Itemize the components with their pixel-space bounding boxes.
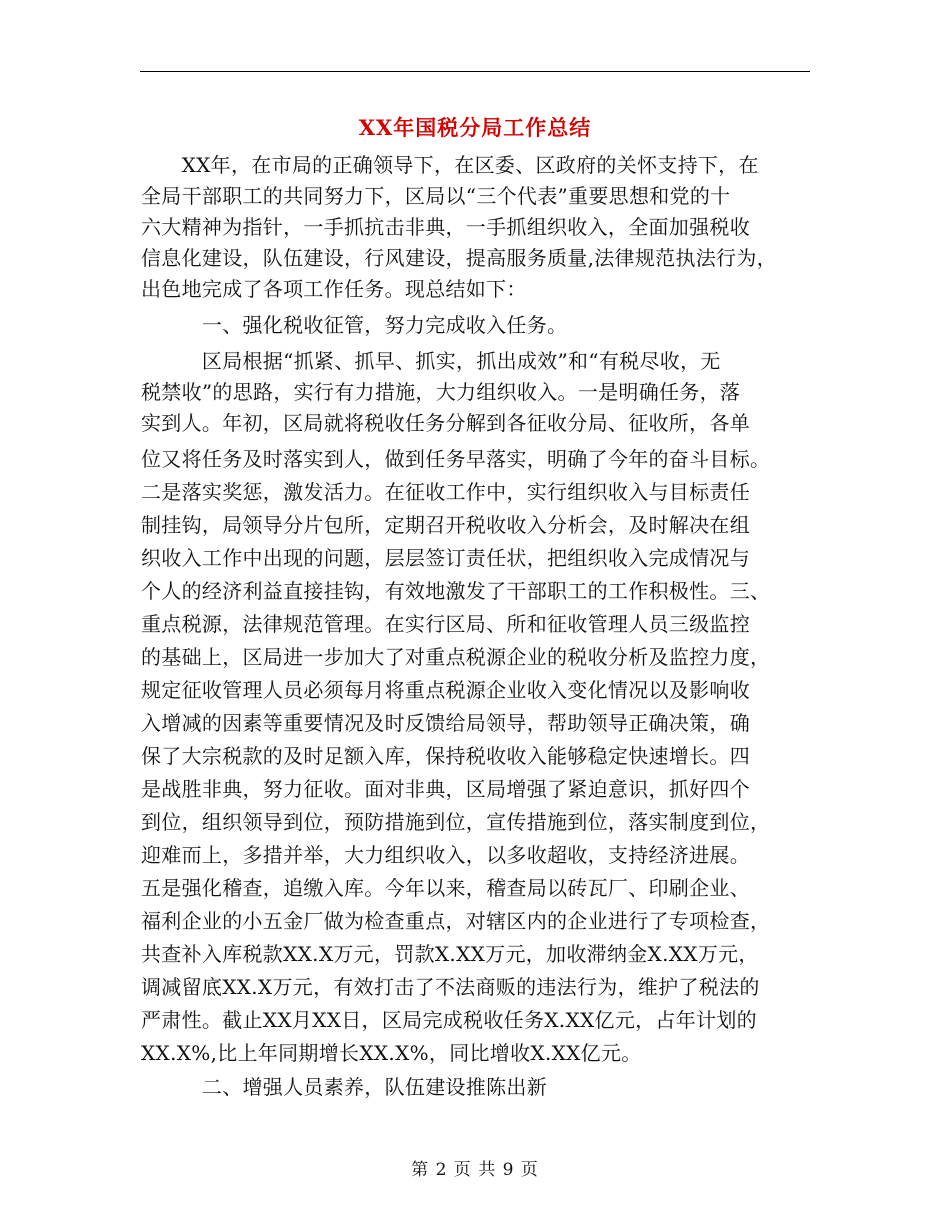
body-line: 严肃性。截止XX月XX日，区局完成税收任务X.XX亿元，占年计划的 xyxy=(141,1008,757,1032)
body-line: 共查补入库税款XX.X万元，罚款X.XX万元，加收滞纳金X.XX万元， xyxy=(141,942,759,966)
body-line: 迎难而上，多措并举，大力组织收入，以多收超收，支持经济进展。 xyxy=(141,843,750,867)
body-line: 制挂钩，局领导分片包所，定期召开税收收入分析会，及时解决在组 xyxy=(141,513,750,537)
body-line: 织收入工作中出现的问题，层层签订责任状，把组织收入完成情况与 xyxy=(141,546,750,570)
body-line: 的基础上，区局进一步加大了对重点税源企业的税收分析及监控力度， xyxy=(141,645,771,669)
document-title: XX年国税分局工作总结 xyxy=(358,115,592,140)
body-line: 实到人。年初，区局就将税收任务分解到各征收分局、征收所，各单 xyxy=(141,411,750,435)
body-line: 六大精神为指针，一手抓抗击非典，一手抓组织收入，全面加强税收 xyxy=(141,215,750,239)
header-rule xyxy=(140,71,810,72)
body-line: 信息化建设，队伍建设，行风建设，提高服务质量,法律规范执法行为， xyxy=(141,246,777,270)
body-line: 位又将任务及时落实到人，做到任务早落实，明确了今年的奋斗目标。 xyxy=(141,447,771,471)
body-line: 入增减的因素等重要情况及时反馈给局领导，帮助领导正确决策，确 xyxy=(141,711,750,735)
body-line: 到位，组织领导到位，预防措施到位，宣传措施到位，落实制度到位， xyxy=(141,810,771,834)
body-line: 规定征收管理人员必须每月将重点税源企业收入变化情况以及影响收 xyxy=(141,678,750,702)
body-line: 全局干部职工的共同努力下，区局以“三个代表”重要思想和党的十 xyxy=(141,184,731,208)
section-heading: 二、增强人员素养，队伍建设推陈出新 xyxy=(141,1075,547,1099)
body-line: 福利企业的小五金厂做为检查重点，对辖区内的企业进行了专项检查， xyxy=(141,909,771,933)
body-line: 保了大宗税款的及时足额入库，保持税收收入能够稳定快速增长。四 xyxy=(141,744,750,768)
body-line: 是战胜非典，努力征收。面对非典，区局增强了紧迫意识，抓好四个 xyxy=(141,777,750,801)
body-line: 调减留底XX.X万元，有效打击了不法商贩的违法行为，维护了税法的 xyxy=(141,975,760,999)
body-line: 二是落实奖惩，激发活力。在征收工作中，实行组织收入与目标责任 xyxy=(141,480,750,504)
body-line: 出色地完成了各项工作任务。现总结如下： xyxy=(141,277,527,301)
body-line: 税禁收”的思路，实行有力措施，大力组织收入。一是明确任务，落 xyxy=(141,380,741,404)
body-line: XX.X%,比上年同期增长XX.X%，同比增收X.XX亿元。 xyxy=(141,1041,642,1065)
section-heading: 一、强化税收征管，努力完成收入任务。 xyxy=(141,313,568,337)
body-line: 区局根据“抓紧、抓早、抓实，抓出成效”和“有税尽收，无 xyxy=(141,349,721,373)
body-line: XX年，在市局的正确领导下，在区委、区政府的关怀支持下，在 xyxy=(141,153,759,177)
body-line: 重点税源，法律规范管理。在实行区局、所和征收管理人员三级监控 xyxy=(141,612,750,636)
body-line: 个人的经济利益直接挂钩，有效地激发了干部职工的工作积极性。三、 xyxy=(141,579,771,603)
page-number: 第 2 页 共 9 页 xyxy=(411,1160,539,1180)
body-line: 五是强化稽查，追缴入库。今年以来，稽查局以砖瓦厂、印刷企业、 xyxy=(141,876,750,900)
